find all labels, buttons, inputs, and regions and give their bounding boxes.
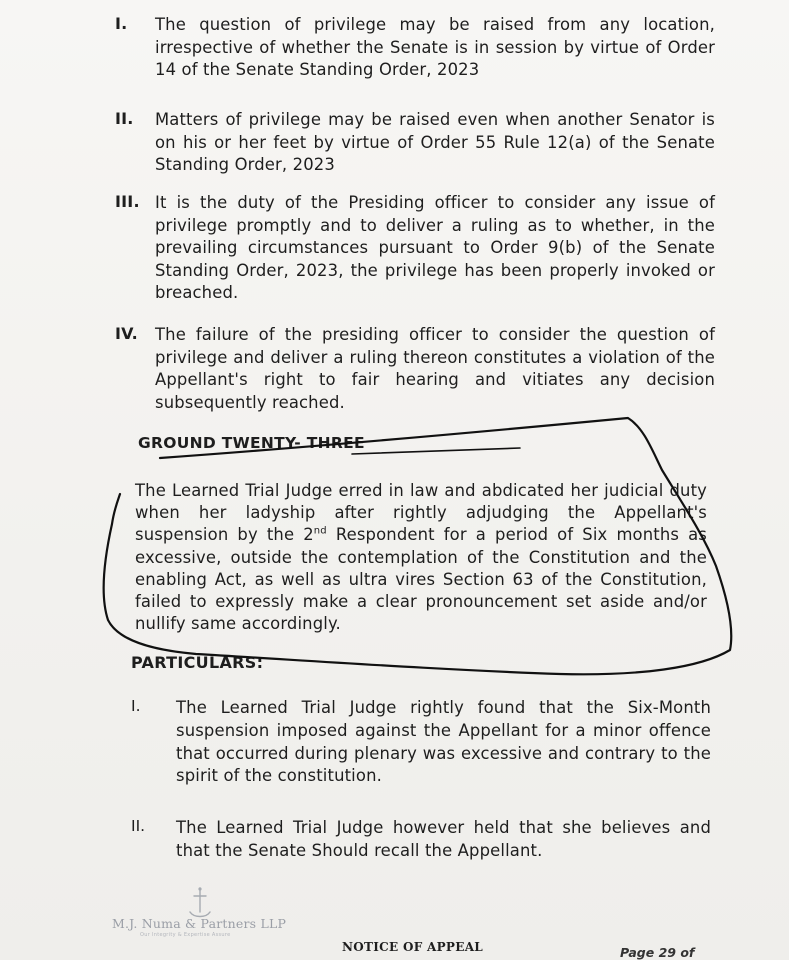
particulars-item-number: II. xyxy=(131,817,146,835)
particulars-item-number: I. xyxy=(131,697,141,715)
list-item-number: II. xyxy=(115,109,134,128)
list-item-number: III. xyxy=(115,192,140,211)
list-item-text: The failure of the presiding officer to consider the question of privilege and deliver a ruling thereon constitutes a violation of the Appellant's right to fair hearing and vitiates any decision subsequently reached. xyxy=(155,325,715,412)
particulars-item-2 xyxy=(131,817,711,863)
particulars-item-text: The Learned Trial Judge rightly found that the Six-Month suspension imposed against the Appellant for a minor offence that occurred during plenary was excessive and contrary to the spirit of the constitution. xyxy=(176,698,711,786)
firm-name: M.J. Numa & Partners LLP xyxy=(112,916,287,931)
list-item-4 xyxy=(115,324,715,414)
list-item-text: It is the duty of the Presiding officer to consider any issue of privilege promptly and to deliver a ruling as to whether, in the prevailing circumstances pursuant to Order 9(b) of the Senate Standing Order, 2023, the privilege has been properly invoked or breached. xyxy=(155,193,715,302)
footer-document-title: NOTICE OF APPEAL xyxy=(342,940,484,954)
firm-tagline: Our Integrity & Expertise Assure xyxy=(140,932,231,938)
list-item-text: Matters of privilege may be raised even when another Senator is on his or her feet by virtue of Order 55 Rule 12(a) of the Senate Standing Order, 2023 xyxy=(155,110,715,174)
list-item-number: IV. xyxy=(115,324,138,343)
ground-body-text-end: Respondent for a period of Six months as excessive, outside the contemplation of the Constitution and the enabling Act, as well as ultra vires Section 63 of the Constitution, failed to expressly make a clear pronouncement set aside and/or nullify same accordingly. xyxy=(135,525,707,634)
footer-page-number: Page 29 of xyxy=(620,945,695,960)
list-item-text: The question of privilege may be raised from any location, irrespective of whether the Senate is in session by virtue of Order 14 of the Senate Standing Order, 2023 xyxy=(155,15,715,79)
particulars-heading: PARTICULARS: xyxy=(131,653,264,672)
ground-body xyxy=(135,480,707,635)
ground-heading: GROUND TWENTY- THREE xyxy=(138,434,365,452)
particulars-item-text: The Learned Trial Judge however held that she believes and that the Senate Should recall the Appellant. xyxy=(176,818,711,860)
list-item-2 xyxy=(115,109,715,177)
ground-body-superscript: nd xyxy=(313,525,327,537)
list-item-number: I. xyxy=(115,14,128,33)
ground-body-text-start: The Learned Trial Judge erred in law and abdicated her judicial duty when her ladyship after rightly adjudging the Appellant's suspension by the 2 xyxy=(135,481,707,545)
list-item-3 xyxy=(115,192,715,305)
list-item-1 xyxy=(115,14,715,82)
particulars-item-1 xyxy=(131,697,711,788)
